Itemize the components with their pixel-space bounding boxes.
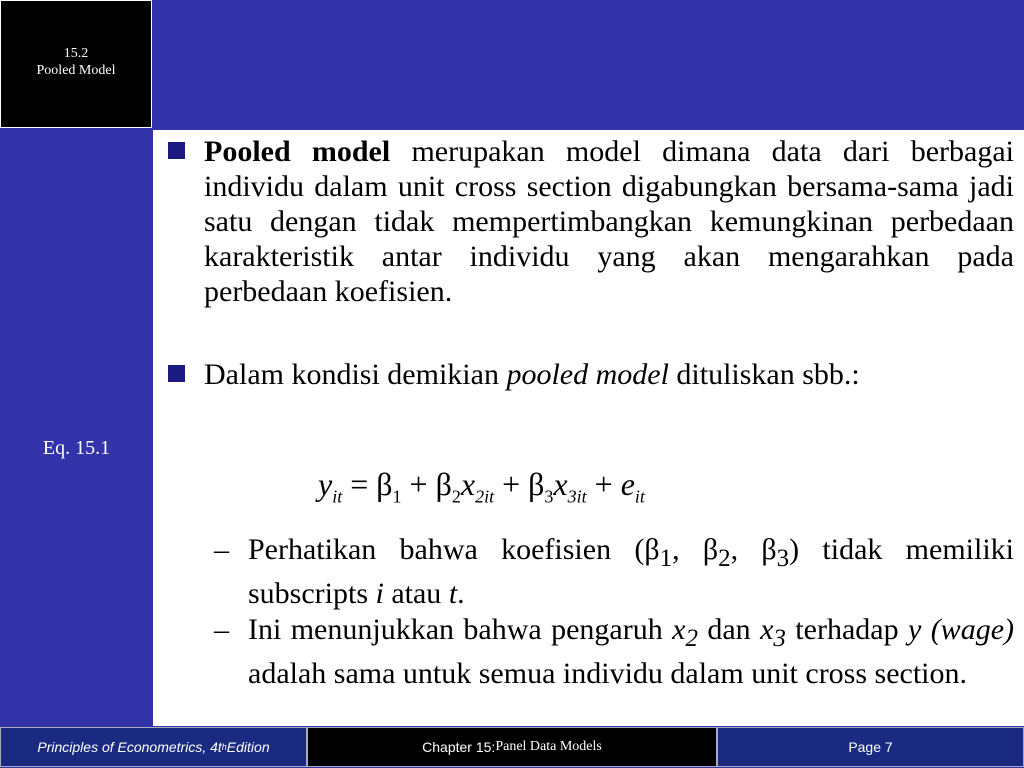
header-bar	[0, 0, 1024, 130]
eq-equals: =	[350, 466, 369, 502]
divider	[153, 130, 155, 726]
eq-sub: it	[332, 486, 343, 507]
section-number: 15.2	[63, 46, 89, 61]
bullet-italic: pooled model	[506, 358, 669, 391]
footer-page-number: Page 7	[717, 727, 1024, 767]
eq-sub: 2	[451, 486, 461, 507]
eq-beta: β	[376, 466, 393, 502]
dash-bullet-icon: –	[214, 533, 229, 566]
square-bullet-icon	[168, 142, 185, 159]
footer-book-title: Principles of Econometrics, 4t h Edition	[0, 727, 307, 767]
eq-sub: it	[634, 486, 645, 507]
eq-beta: β	[528, 466, 545, 502]
equation-15-1	[318, 466, 645, 514]
bullet-item	[168, 134, 1014, 309]
eq-beta: β	[435, 466, 452, 502]
bullet-text: merupakan model dimana data dari berbagai individu dalam unit cross section digabungkan bersama-sama jadi satu dengan tidak mempertimbangkan kemungkinan perbedaan karakteristik antar individu yang akan mengarahkan pada perbedaan koefisien.	[204, 135, 1014, 308]
eq-plus: +	[502, 466, 521, 502]
sub-bullet-item	[214, 532, 1014, 611]
eq-x: x	[460, 466, 476, 502]
equation-label: Eq. 15.1	[42, 437, 111, 459]
eq-plus: +	[409, 466, 428, 502]
square-bullet-icon	[168, 365, 185, 382]
eq-y: y	[318, 466, 333, 502]
eq-sub: 1	[392, 486, 402, 507]
footer-chapter: Chapter 15: Panel Data Models	[307, 727, 717, 767]
sub-bullet-text: Perhatikan bahwa koefisien ($\beta_1$, $\beta_2$, $\beta_3$) tidak memiliki subscripts i atau t.	[248, 533, 1014, 610]
eq-sub: 2it	[475, 486, 495, 507]
sub-bullet-item	[214, 612, 1014, 691]
bullet-text-after: dituliskan sbb.:	[668, 358, 860, 391]
eq-sub: 3it	[567, 486, 587, 507]
eq-plus: +	[594, 466, 613, 502]
eq-x: x	[553, 466, 568, 502]
section-box	[0, 0, 152, 128]
bullet-text: Dalam kondisi demikian	[204, 358, 507, 391]
eq-sub: 3	[544, 486, 554, 507]
slide-content	[168, 134, 1014, 392]
bullet-bold-lead: Pooled model	[204, 135, 391, 168]
eq-e: e	[620, 466, 635, 502]
sub-bullet-text: Ini menunjukkan bahwa pengaruh $x_2$ dan $x_3$ terhadap y (wage) adalah sama untuk semua individu dalam unit cross section.	[248, 613, 1015, 690]
section-title: Pooled Model	[36, 63, 116, 78]
sidebar	[0, 130, 153, 726]
dash-bullet-icon: –	[214, 613, 229, 646]
bullet-item	[168, 357, 1014, 392]
